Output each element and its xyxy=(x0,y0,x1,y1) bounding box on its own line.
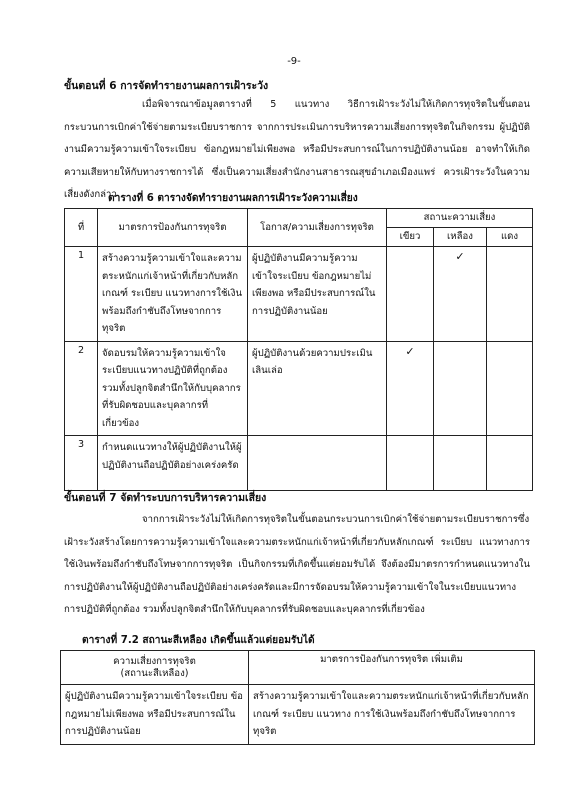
table6-header-green: เขียว xyxy=(387,228,434,247)
yellow-status-cell: ✓ xyxy=(434,247,487,342)
table6-header-yellow: เหลือง xyxy=(434,228,487,247)
risk-cell xyxy=(248,436,387,491)
table72-header-risk xyxy=(61,651,249,685)
yellow-status-cell xyxy=(434,341,487,436)
step6-paragraph xyxy=(64,94,530,207)
step7-heading: ขั้นตอนที่ 7 จัดทำระบบการบริหารความเสี่ยง xyxy=(64,492,267,504)
row-number: 1 xyxy=(65,247,98,342)
table72-caption: ตารางที่ 7.2 สถานะสีเหลือง เกิดขึ้นแล้วแต่ยอมรับได้ xyxy=(82,635,315,646)
table-row xyxy=(61,685,535,745)
table72-header-risk-line1: ความเสี่ยงการทุจริต xyxy=(113,655,196,667)
green-status-cell xyxy=(387,247,434,342)
step6-heading: ขั้นตอนที่ 6 การจัดทำรายงานผลการเฝ้าระวัง xyxy=(64,80,269,92)
page-number: -9- xyxy=(287,56,301,67)
row-number: 2 xyxy=(65,341,98,436)
table6-header-measures: มาตรการป้องกันการทุจริต xyxy=(98,209,248,247)
risk-cell: ผู้ปฏิบัติงานด้วยความประเมินเลินเล่อ xyxy=(248,341,387,436)
table6-caption: ตารางที่ 6 ตารางจัดทำรายงานผลการเฝ้าระวังความเสี่ยง xyxy=(108,193,358,204)
table6 xyxy=(64,208,533,491)
green-status-cell xyxy=(387,436,434,491)
table-row xyxy=(65,436,533,491)
measure-cell: กำหนดแนวทางให้ผู้ปฏิบัติงานให้ผู้ปฏิบัติงานถือปฏิบัติอย่างเคร่งครัด xyxy=(98,436,248,491)
table6-header-red: แดง xyxy=(487,228,533,247)
risk-cell: ผู้ปฏิบัติงานมีความรู้ความเข้าใจระเบียบ ข้อกฎหมายไม่เพียงพอ หรือมีประสบการณ์ในการปฏิบัติงานน้อย xyxy=(61,685,249,745)
risk-cell: ผู้ปฏิบัติงานมีความรู้ความเข้าใจระเบียบ ข้อกฎหมายไม่เพียงพอ หรือมีประสบการณ์ในการปฏิบัติงานน้อย xyxy=(248,247,387,342)
table6-header-no: ที่ xyxy=(65,209,98,247)
yellow-status-cell xyxy=(434,436,487,491)
step6-paragraph-text: เมื่อพิจารณาข้อมูลตารางที่ 5 แนวทาง วิธีการเฝ้าระวังไม่ให้เกิดการทุจริตในขั้นตอนกระบวนการเบิกค่าใช้จ่ายตามระเบียบราชการ จากการประเมินการบริหารความเสี่ยงการทุจริตในกิจกรรม ผู้ปฏิบัติงานมีความรู้ความเข้าใจระเบียบ ข้อกฎหมายไม่เพียงพอ หรือมีประสบการณ์ในการปฏิบัติงานน้อย อาจทำให้เกิดความเสียหายให้กับทางราชการได้ ซึ่งเป็นความเสี่ยงสำนักงานสาธารณสุขอำเภอเมืองแพร่ ควรเฝ้าระวังในความเสี่ยงดังกล่าว xyxy=(64,99,530,200)
measure-cell: สร้างความรู้ความเข้าใจและความตระหนักแก่เจ้าหน้าที่เกี่ยวกับหลักเกณฑ์ ระเบียบ แนวทางการใช้เงินพร้อมถึงกำชับถึงโทษจากการทุจริต xyxy=(98,247,248,342)
green-status-cell: ✓ xyxy=(387,341,434,436)
step7-paragraph-text: จากการเฝ้าระวังไม่ให้เกิดการทุจริตในขั้นตอนกระบวนการเบิกค่าใช้จ่ายตามระเบียบราชการซึ่งเฝ้าระวังสร้างโดยการความรู้ความเข้าใจและความตระหนักแก่เจ้าหน้าที่เกี่ยวกับหลักเกณฑ์ ระเบียบ แนวทางการใช้เงินพร้อมถึงกำชับถึงโทษจากการทุจริต เป็นกิจกรรมที่เกิดขึ้นแต่ยอมรับได้ จึงต้องมีมาตรการกำหนดแนวทางในการปฏิบัติงานให้ผู้ปฏิบัติงานถือปฏิบัติอย่างเคร่งครัดและมีการจัดอบรมให้ความรู้ความเข้าใจในระเบียบแนวทางการปฏิบัติที่ถูกต้อง รวมทั้งปลูกจิตสำนึกให้กับบุคลากรที่รับผิดชอบและบุคลากรที่เกี่ยวข้อง xyxy=(64,514,530,615)
measure-cell: สร้างความรู้ความเข้าใจและความตระหนักแก่เจ้าหน้าที่เกี่ยวกับหลักเกณฑ์ ระเบียบ แนวทาง การใช้เงินพร้อมถึงกำชับถึงโทษจากการทุจริต xyxy=(249,685,535,745)
table6-header-status: สถานะความเสี่ยง xyxy=(387,209,533,228)
table72-header-measures: มาตรการป้องกันการทุจริต เพิ่มเติม xyxy=(249,651,535,685)
table72-header-risk-line2: (สถานะสีเหลือง) xyxy=(120,667,189,679)
red-status-cell xyxy=(487,436,533,491)
table-row xyxy=(65,341,533,436)
red-status-cell xyxy=(487,247,533,342)
table6-header-risk: โอกาส/ความเสี่ยงการทุจริต xyxy=(248,209,387,247)
row-number: 3 xyxy=(65,436,98,491)
table-row xyxy=(65,247,533,342)
step7-paragraph xyxy=(64,509,530,622)
measure-cell: จัดอบรมให้ความรู้ความเข้าใจระเบียบแนวทางปฏิบัติที่ถูกต้อง รวมทั้งปลูกจิตสำนึกให้กับบุคลากรที่รับผิดชอบและบุคลากรที่เกี่ยวข้อง xyxy=(98,341,248,436)
table72 xyxy=(60,650,535,745)
red-status-cell xyxy=(487,341,533,436)
